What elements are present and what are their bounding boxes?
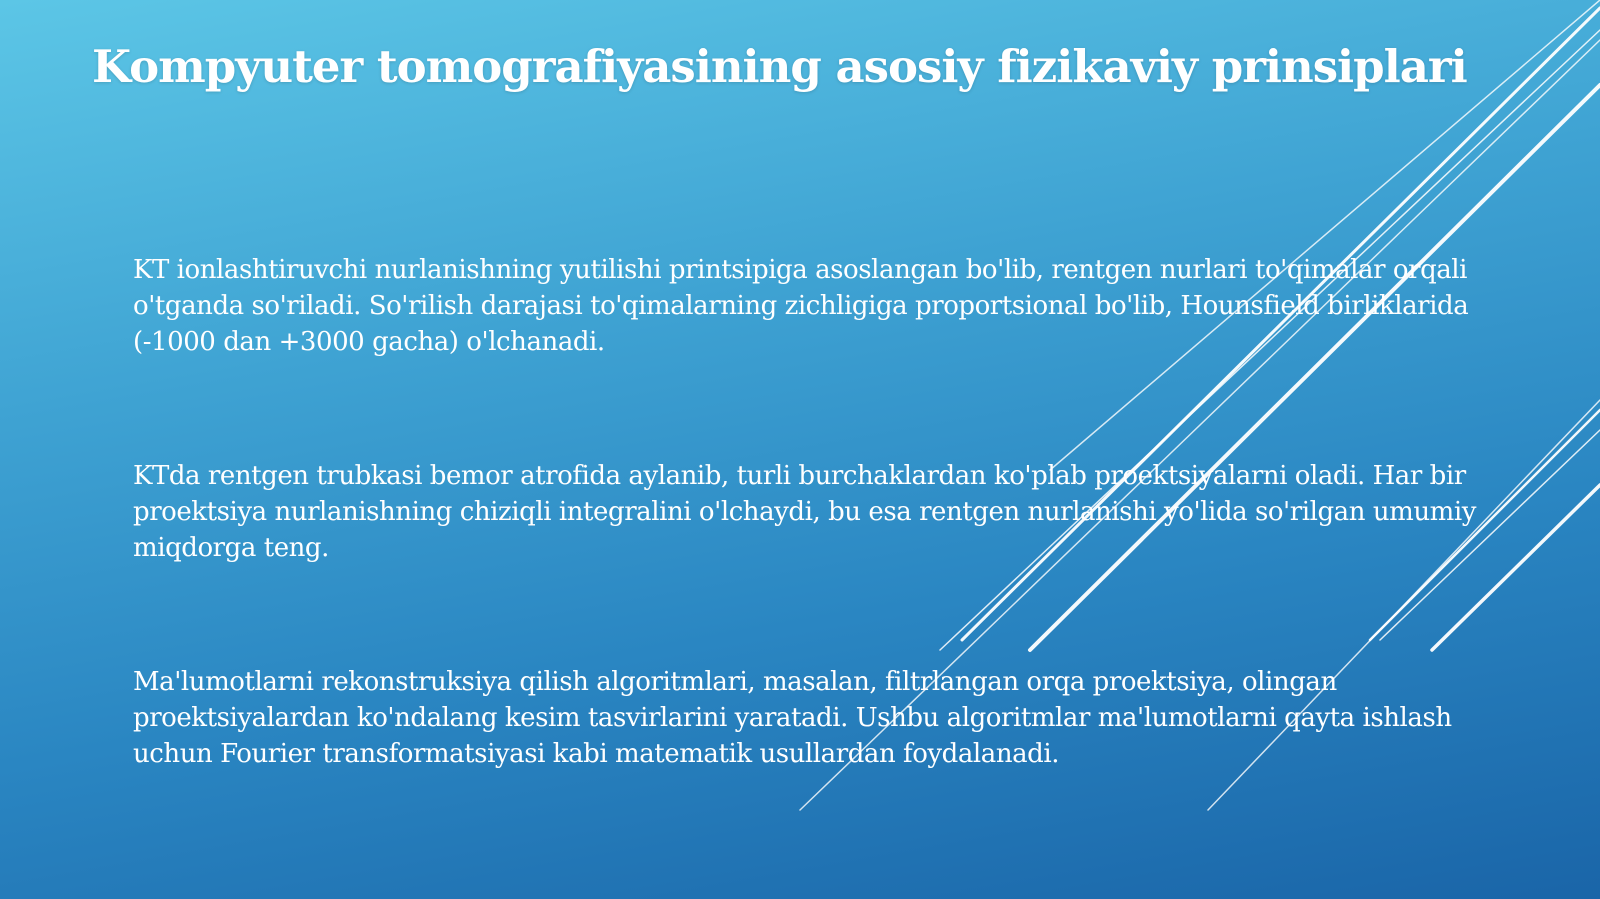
- paragraph-absorption: KT ionlashtiruvchi nurlanishning yutilishi printsipiga asoslangan bo'lib, rentgen nurlari to'qimalar orqali o'tganda so'riladi. So'rilish darajasi to'qimalarning zichligiga proportsional bo'lib, Hounsfield birliklarida (-1000 dan +3000 gacha) o'lchanadi.: [133, 255, 1469, 357]
- paragraph-reconstruction: Ma'lumotlarni rekonstruksiya qilish algoritmlari, masalan, filtrlangan orqa proektsiya, olingan proektsiyalardan ko'ndalang kesim tasvirlarini yaratadi. Ushbu algoritmlar ma'lumotlarni qayta ishlash uchun Fourier transformatsiyasi kabi matematik usullardan foydalanadi.: [133, 667, 1452, 769]
- slide-title: Kompyuter tomografiyasining asosiy fizikaviy prinsiplari: [92, 40, 1467, 93]
- paragraph-projections: KTda rentgen trubkasi bemor atrofida aylanib, turli burchaklardan ko'plab proektsiyalarni oladi. Har bir proektsiya nurlanishning chiziqli integralini o'lchaydi, bu esa rentgen nurlanishi yo'lida so'rilgan umumiy miqdorga teng.: [133, 461, 1476, 563]
